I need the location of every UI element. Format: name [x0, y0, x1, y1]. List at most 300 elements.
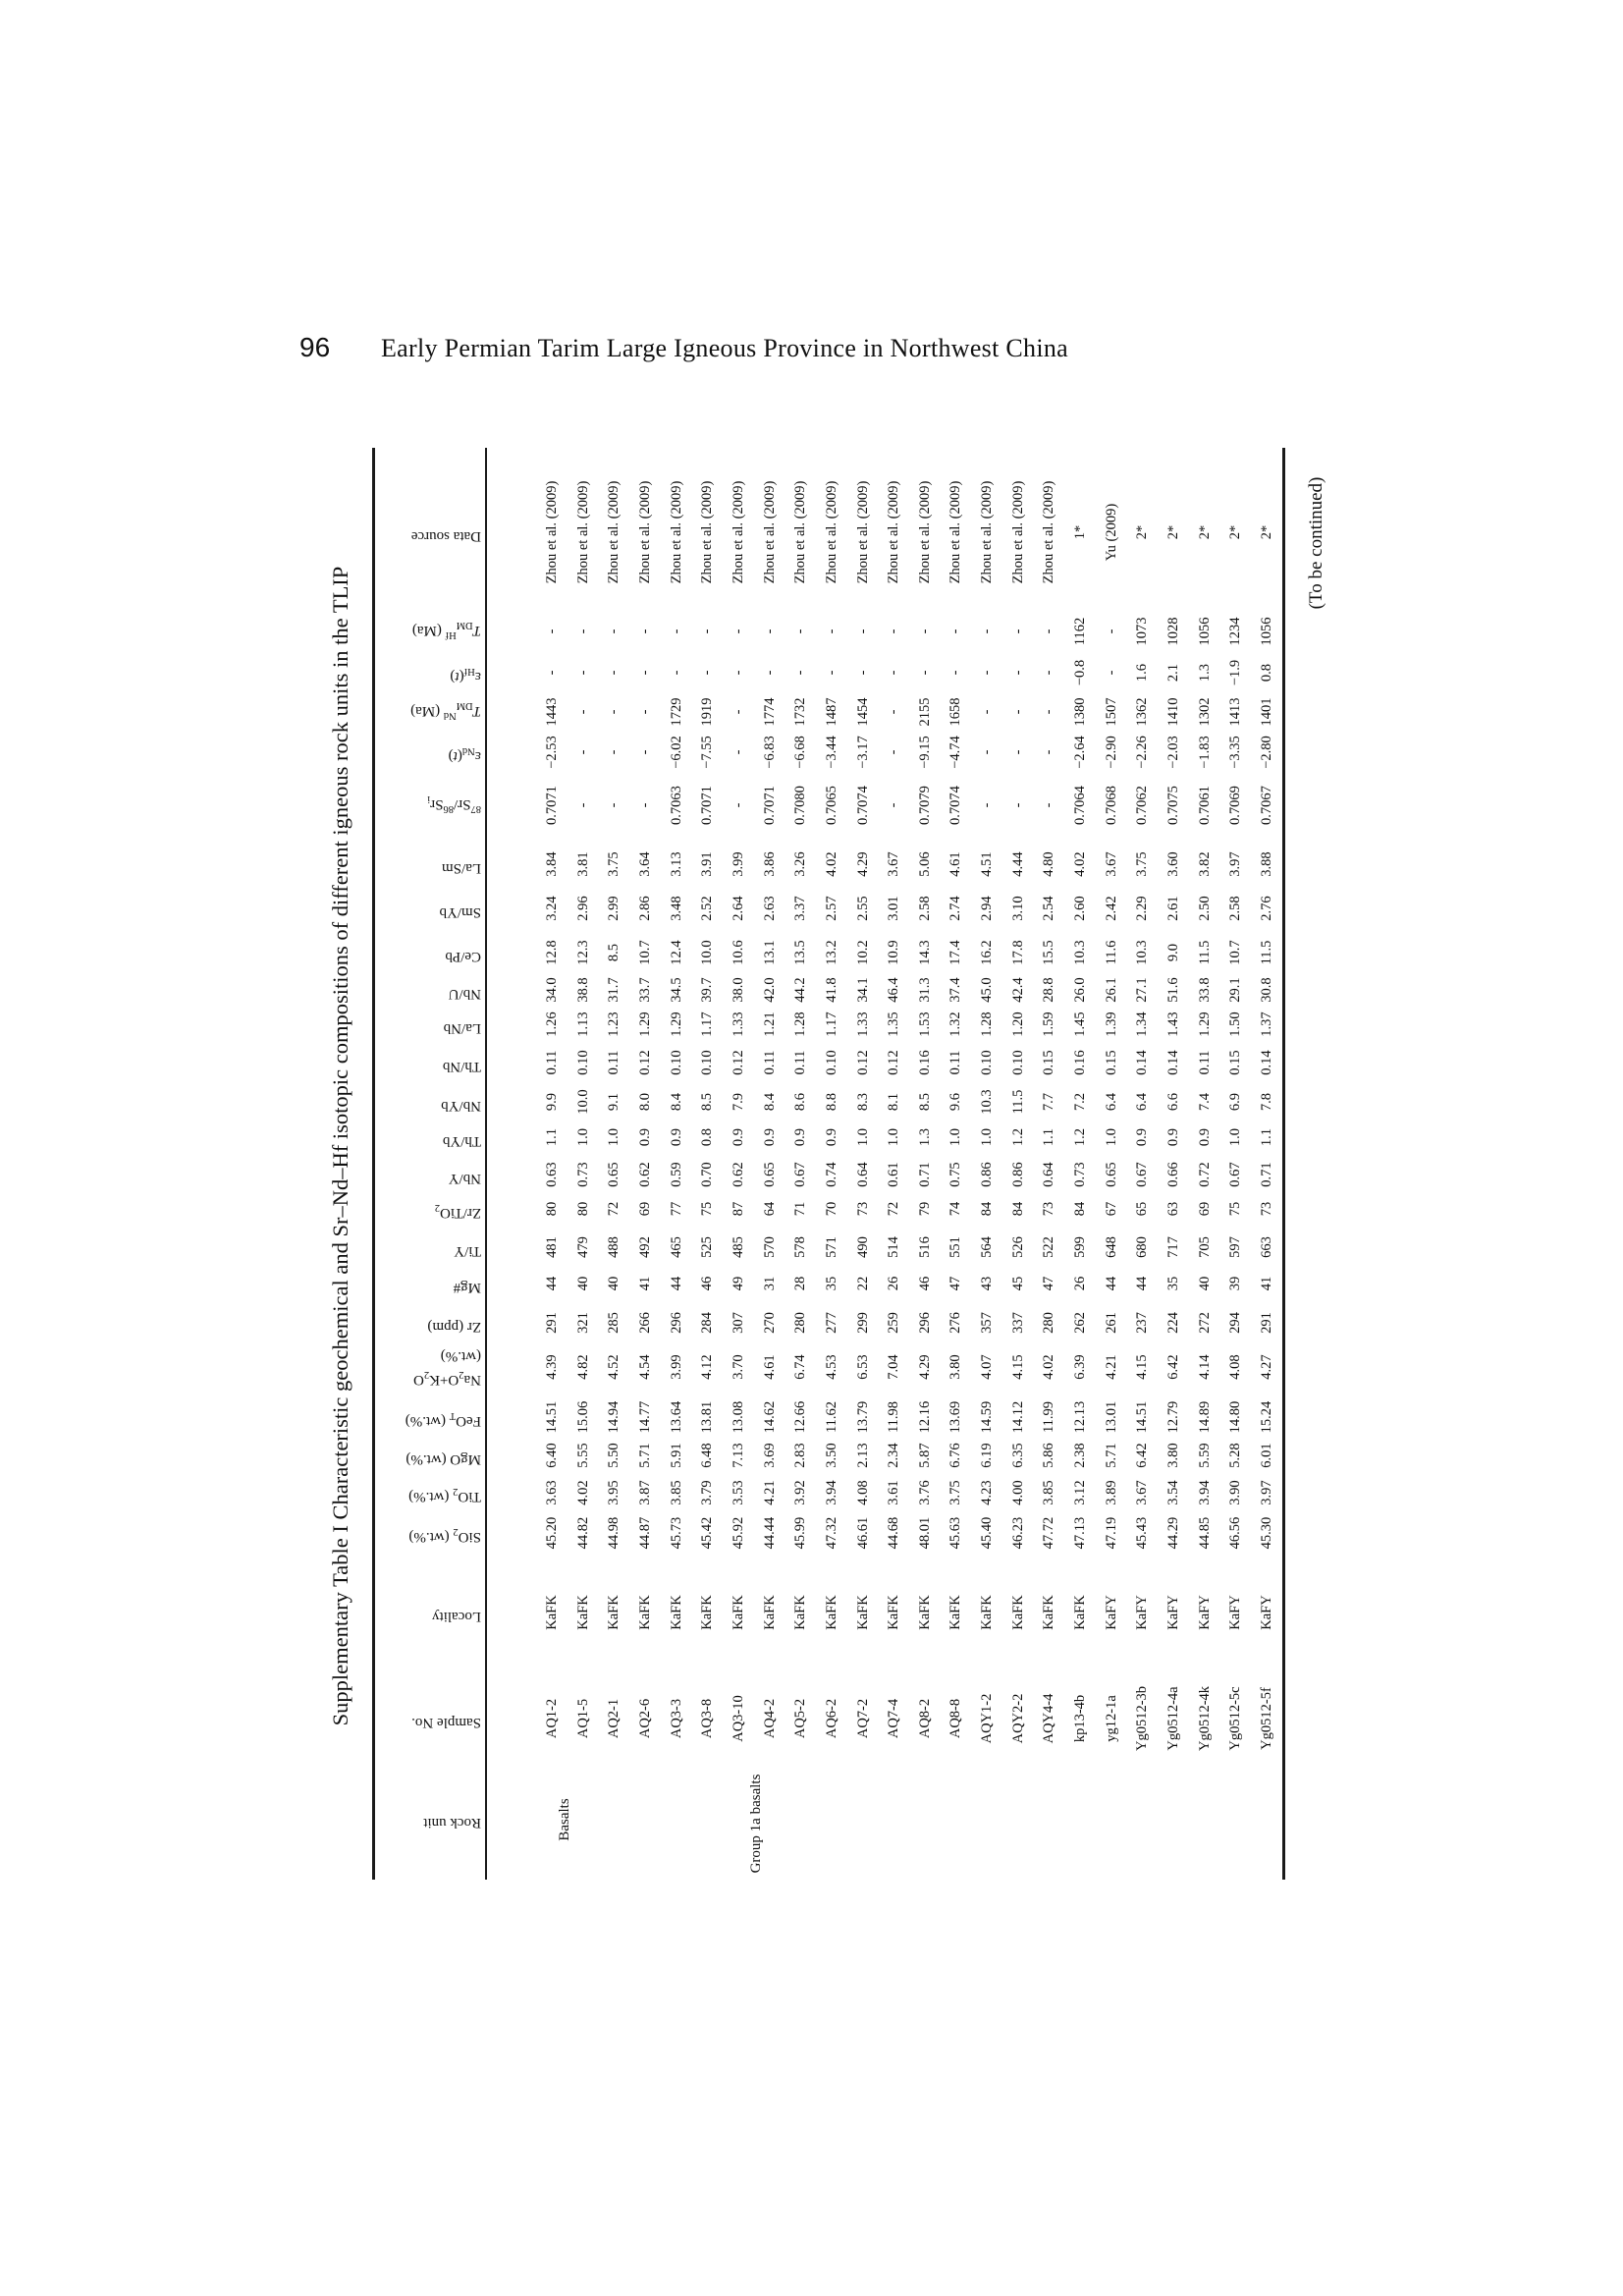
- table-cell-ZrTiO2: 73: [1041, 1201, 1057, 1217]
- table-cell-NaK: 3.99: [668, 1354, 684, 1380]
- table-cell-CePb: 11.5: [1196, 940, 1213, 965]
- row-label-MgO: MgO (wt.%): [406, 1450, 481, 1467]
- table-cell-THf: -: [574, 629, 591, 634]
- table-cell-LaSm: 4.80: [1041, 851, 1057, 877]
- sample-no: AQ5-2: [792, 1698, 809, 1739]
- table-cell-FeOT: 13.79: [854, 1400, 871, 1434]
- table-cell-ZrTiO2: 74: [947, 1201, 964, 1217]
- table-cell-Zr: 337: [1009, 1312, 1026, 1334]
- sample-no: yg12-1a: [1103, 1695, 1119, 1742]
- row-label-LaSm: La/Sm: [442, 859, 481, 876]
- table-cell-source: 2*: [1134, 524, 1151, 540]
- table-cell-MgO: 5.91: [668, 1443, 684, 1468]
- table-cell-Mg: 46: [916, 1276, 933, 1291]
- table-cell-MgO: 6.42: [1134, 1443, 1151, 1468]
- table-cell-MgO: 3.50: [823, 1443, 839, 1468]
- table-cell-FeOT: 12.16: [916, 1400, 933, 1434]
- table-cell-MgO: 7.13: [730, 1443, 746, 1468]
- table-cell-CePb: 16.2: [979, 940, 996, 965]
- table-cell-NbU: 31.3: [916, 977, 933, 1003]
- table-cell-SiO2: 47.72: [1041, 1516, 1057, 1550]
- table-cell-NaK: 4.54: [636, 1354, 653, 1380]
- table-cell-source: 2*: [1196, 524, 1213, 540]
- table-cell-ThNb: 0.10: [668, 1050, 684, 1075]
- rock-unit-group-label: Basalts: [557, 1798, 572, 1841]
- table-cell-ZrTiO2: 84: [1072, 1201, 1089, 1217]
- table-cell-NaK: 7.04: [886, 1354, 902, 1380]
- table-cell-ThYb: 1.2: [1009, 1127, 1026, 1147]
- table-cell-LaSm: 3.97: [1227, 851, 1244, 877]
- table-cell-source: Zhou et al. (2009): [544, 480, 560, 584]
- row-label-Mg: Mg#: [453, 1279, 481, 1295]
- table-cell-NbYb: 8.8: [823, 1092, 839, 1112]
- table-cell-ThNb: 0.11: [761, 1050, 778, 1075]
- table-cell-LaSm: 3.67: [886, 851, 902, 877]
- table-cell-source: Zhou et al. (2009): [823, 480, 839, 584]
- table-cell-NbYb: 6.6: [1165, 1092, 1181, 1112]
- table-cell-eNd: −2.90: [1103, 736, 1119, 769]
- table-cell-SmYb: 3.48: [668, 896, 684, 921]
- table-cell-NbY: 0.63: [544, 1162, 560, 1187]
- table-cell-ThYb: 1.0: [1103, 1127, 1119, 1147]
- table-cell-FeOT: 14.51: [544, 1400, 560, 1434]
- table-cell-eHf: -: [823, 670, 839, 676]
- table-cell-ThNb: 0.15: [1103, 1050, 1119, 1075]
- table-cell-Mg: 22: [854, 1276, 871, 1291]
- table-cell-eNd: -: [574, 749, 591, 755]
- table-cell-NbYb: 8.4: [761, 1092, 778, 1112]
- table-cell-Sr: -: [1041, 802, 1057, 808]
- table-cell-SmYb: 3.24: [544, 896, 560, 921]
- sample-no: AQ3-10: [730, 1695, 746, 1742]
- table-cell-eHf: 1.6: [1134, 663, 1151, 683]
- table-cell-locality: KaFK: [544, 1595, 560, 1630]
- table-cell-THf: -: [854, 629, 871, 634]
- table-cell-ThNb: 0.10: [699, 1050, 716, 1075]
- table-cell-eHf: -: [916, 670, 933, 676]
- table-cell-TiY: 597: [1227, 1236, 1244, 1258]
- table-cell-FeOT: 14.59: [979, 1400, 996, 1434]
- table-cell-SmYb: 2.86: [636, 896, 653, 921]
- table-cell-CePb: 10.2: [854, 940, 871, 965]
- table-cell-source: Zhou et al. (2009): [947, 480, 964, 584]
- table-cell-locality: KaFY: [1134, 1595, 1151, 1630]
- table-cell-LaNb: 1.45: [1072, 1011, 1089, 1037]
- table-cell-LaSm: 3.60: [1165, 851, 1181, 877]
- table-cell-ZrTiO2: 73: [854, 1201, 871, 1217]
- table-cell-TiY: 680: [1134, 1236, 1151, 1258]
- table-cell-FeOT: 15.24: [1258, 1400, 1274, 1434]
- table-cell-TiY: 492: [636, 1236, 653, 1258]
- sample-no: AQY2-2: [1009, 1693, 1026, 1744]
- table-cell-LaSm: 4.44: [1009, 851, 1026, 877]
- table-cell-THf: -: [606, 629, 622, 634]
- table-cell-SiO2: 45.73: [668, 1516, 684, 1550]
- table-cell-MgO: 2.38: [1072, 1443, 1089, 1468]
- table-cell-FeOT: 13.64: [668, 1400, 684, 1434]
- table-cell-TiO2: 3.12: [1072, 1480, 1089, 1505]
- table-cell-LaNb: 1.35: [886, 1011, 902, 1037]
- table-cell-NbU: 38.8: [574, 977, 591, 1003]
- table-cell-NbYb: 9.9: [544, 1092, 560, 1112]
- sample-no: AQ1-5: [574, 1698, 591, 1739]
- table-cell-ThYb: 1.0: [854, 1127, 871, 1147]
- table-cell-SmYb: 3.37: [792, 896, 809, 921]
- table-cell-Mg: 39: [1227, 1276, 1244, 1291]
- table-cell-locality: KaFK: [668, 1595, 684, 1630]
- table-cell-locality: KaFK: [947, 1595, 964, 1630]
- table-cell-ThYb: 1.1: [544, 1127, 560, 1147]
- table-cell-TiO2: 3.90: [1227, 1480, 1244, 1505]
- table-cell-Sr: -: [606, 802, 622, 808]
- table-cell-LaNb: 1.53: [916, 1011, 933, 1037]
- table-cell-NbYb: 7.2: [1072, 1092, 1089, 1112]
- table-cell-eNd: -: [636, 749, 653, 755]
- table-cell-NaK: 4.02: [1041, 1354, 1057, 1380]
- table-cell-THf: -: [1103, 629, 1119, 634]
- table-cell-NbY: 0.62: [730, 1162, 746, 1187]
- table-cell-ZrTiO2: 70: [823, 1201, 839, 1217]
- table-cell-LaNb: 1.32: [947, 1011, 964, 1037]
- table-cell-SiO2: 45.40: [979, 1516, 996, 1550]
- table-cell-NbU: 33.8: [1196, 977, 1213, 1003]
- table-cell-NbY: 0.67: [792, 1162, 809, 1187]
- table-cell-eHf: -: [1103, 670, 1119, 676]
- table-cell-LaSm: 3.81: [574, 851, 591, 877]
- table-cell-TNd: 1410: [1165, 697, 1181, 727]
- table-cell-TiO2: 3.85: [1041, 1480, 1057, 1505]
- table-cell-SmYb: 2.99: [606, 896, 622, 921]
- table-cell-locality: KaFY: [1227, 1595, 1244, 1630]
- table-cell-locality: KaFK: [606, 1595, 622, 1630]
- table-cell-ThNb: 0.11: [792, 1050, 809, 1075]
- table-cell-NaK: 4.52: [606, 1354, 622, 1380]
- to-be-continued-note: (To be continued): [1306, 476, 1326, 610]
- table-cell-SiO2: 48.01: [916, 1516, 933, 1550]
- table-cell-NbU: 33.7: [636, 977, 653, 1003]
- table-cell-eNd: −2.64: [1072, 736, 1089, 769]
- table-cell-eNd: −7.55: [699, 736, 716, 769]
- table-cell-NaK: 4.53: [823, 1354, 839, 1380]
- table-cell-TiO2: 3.92: [792, 1480, 809, 1505]
- table-cell-eNd: −2.80: [1258, 736, 1274, 769]
- table-cell-ZrTiO2: 69: [1196, 1201, 1213, 1217]
- table-cell-Zr: 291: [1258, 1312, 1274, 1334]
- table-cell-NbYb: 10.0: [574, 1089, 591, 1115]
- table-cell-SmYb: 2.64: [730, 896, 746, 921]
- table-cell-THf: -: [823, 629, 839, 634]
- table-cell-source: Zhou et al. (2009): [854, 480, 871, 584]
- table-cell-SiO2: 45.20: [544, 1516, 560, 1550]
- table-cell-ThYb: 1.1: [1041, 1127, 1057, 1147]
- table-cell-TiO2: 3.94: [1196, 1480, 1213, 1505]
- table-cell-Sr: -: [979, 802, 996, 808]
- table-cell-THf: -: [1041, 629, 1057, 634]
- table-cell-NbYb: 6.4: [1103, 1092, 1119, 1112]
- table-cell-THf: -: [636, 629, 653, 634]
- table-cell-LaNb: 1.33: [854, 1011, 871, 1037]
- table-cell-Mg: 45: [1009, 1276, 1026, 1291]
- table-cell-ThNb: 0.12: [730, 1050, 746, 1075]
- table-cell-source: Zhou et al. (2009): [574, 480, 591, 584]
- table-cell-eNd: -: [1041, 749, 1057, 755]
- row-label-ThNb: Th/Nb: [442, 1058, 481, 1074]
- table-cell-eHf: -: [947, 670, 964, 676]
- table-cell-NbU: 26.0: [1072, 977, 1089, 1003]
- row-label-SiO2: SiO$_2$ (wt.%): [408, 1525, 481, 1545]
- table-cell-locality: KaFK: [823, 1595, 839, 1630]
- table-cell-ThNb: 0.12: [854, 1050, 871, 1075]
- table-cell-ZrTiO2: 75: [1227, 1201, 1244, 1217]
- table-cell-locality: KaFK: [854, 1595, 871, 1630]
- table-cell-SiO2: 45.43: [1134, 1516, 1151, 1550]
- table-cell-CePb: 17.4: [947, 940, 964, 965]
- table-cell-Mg: 44: [668, 1276, 684, 1291]
- table-cell-SiO2: 45.99: [792, 1516, 809, 1550]
- table-cell-TNd: 1732: [792, 697, 809, 727]
- table-cell-eNd: -: [1009, 749, 1026, 755]
- table-cell-THf: -: [544, 629, 560, 634]
- row-label-rock: Rock unit: [423, 1814, 481, 1831]
- table-cell-MgO: 5.87: [916, 1443, 933, 1468]
- table-cell-locality: KaFK: [1072, 1595, 1089, 1630]
- table-cell-NbYb: 8.5: [916, 1092, 933, 1112]
- table-cell-LaSm: 4.29: [854, 851, 871, 877]
- table-cell-CePb: 12.3: [574, 940, 591, 965]
- table-cell-CePb: 13.2: [823, 940, 839, 965]
- table-cell-CePb: 9.0: [1165, 943, 1181, 962]
- row-label-CePb: Ce/Pb: [445, 948, 481, 964]
- table-cell-TiO2: 3.61: [886, 1480, 902, 1505]
- table-cell-TNd: 1658: [947, 697, 964, 727]
- table-cell-NbY: 0.64: [854, 1162, 871, 1187]
- table-cell-ThNb: 0.10: [574, 1050, 591, 1075]
- table-cell-TiY: 578: [792, 1236, 809, 1258]
- table-cell-Zr: 280: [792, 1312, 809, 1334]
- table-cell-NbU: 28.8: [1041, 977, 1057, 1003]
- table-cell-Zr: 307: [730, 1312, 746, 1334]
- table-cell-Sr: -: [574, 802, 591, 808]
- table-cell-LaNb: 1.29: [668, 1011, 684, 1037]
- table-cell-TiY: 516: [916, 1236, 933, 1258]
- table-cell-Zr: 321: [574, 1312, 591, 1334]
- table-cell-THf: -: [792, 629, 809, 634]
- table-cell-ZrTiO2: 69: [636, 1201, 653, 1217]
- table-cell-ThYb: 0.9: [636, 1127, 653, 1147]
- table-cell-Mg: 31: [761, 1276, 778, 1291]
- table-cell-THf: -: [916, 629, 933, 634]
- table-cell-NbY: 0.65: [1103, 1162, 1119, 1187]
- table-cell-NbY: 0.71: [1258, 1162, 1274, 1187]
- table-cell-TNd: -: [886, 709, 902, 715]
- table-cell-THf: 1028: [1165, 617, 1181, 646]
- table-cell-MgO: 6.76: [947, 1443, 964, 1468]
- table-cell-locality: KaFY: [1103, 1595, 1119, 1630]
- table-cell-THf: 1234: [1227, 617, 1244, 646]
- table-cell-SmYb: 2.76: [1258, 896, 1274, 921]
- table-cell-NbYb: 8.3: [854, 1092, 871, 1112]
- table-cell-THf: -: [730, 629, 746, 634]
- table-cell-MgO: 2.34: [886, 1443, 902, 1468]
- table-cell-THf: -: [947, 629, 964, 634]
- table-cell-eHf: −0.8: [1072, 659, 1089, 686]
- table-cell-Mg: 47: [1041, 1276, 1057, 1291]
- table-cell-TiY: 570: [761, 1236, 778, 1258]
- table-cell-eHf: -: [979, 670, 996, 676]
- table-cell-Mg: 26: [1072, 1276, 1089, 1291]
- table-cell-ZrTiO2: 77: [668, 1201, 684, 1217]
- table-cell-eNd: −4.74: [947, 736, 964, 769]
- table-cell-NbY: 0.62: [636, 1162, 653, 1187]
- table-cell-NaK: 4.14: [1196, 1354, 1213, 1380]
- table-cell-TNd: -: [606, 709, 622, 715]
- table-cell-NbY: 0.67: [1227, 1162, 1244, 1187]
- table-cell-eNd: −6.02: [668, 736, 684, 769]
- table-cell-FeOT: 11.99: [1041, 1400, 1057, 1434]
- table-cell-TNd: 1774: [761, 697, 778, 727]
- table-cell-LaSm: 3.26: [792, 851, 809, 877]
- table-cell-MgO: 5.55: [574, 1443, 591, 1468]
- table-cell-FeOT: 14.80: [1227, 1400, 1244, 1434]
- table-cell-ThNb: 0.15: [1227, 1050, 1244, 1075]
- table-cell-Zr: 276: [947, 1312, 964, 1334]
- table-cell-locality: KaFK: [636, 1595, 653, 1630]
- table-cell-Zr: 261: [1103, 1312, 1119, 1334]
- table-cell-FeOT: 13.01: [1103, 1400, 1119, 1434]
- table-cell-eHf: 0.8: [1258, 663, 1274, 683]
- table-cell-TiY: 479: [574, 1236, 591, 1258]
- table-cell-LaSm: 3.67: [1103, 851, 1119, 877]
- table-cell-ZrTiO2: 72: [606, 1201, 622, 1217]
- table-cell-SmYb: 2.63: [761, 896, 778, 921]
- table-cell-SiO2: 45.30: [1258, 1516, 1274, 1550]
- table-cell-locality: KaFK: [574, 1595, 591, 1630]
- table-cell-eHf: −1.9: [1227, 659, 1244, 686]
- table-cell-NaK: 3.70: [730, 1354, 746, 1380]
- table-cell-TiO2: 3.85: [668, 1480, 684, 1505]
- table-cell-source: 1*: [1072, 524, 1089, 540]
- table-cell-ThYb: 0.9: [792, 1127, 809, 1147]
- table-cell-SmYb: 2.57: [823, 896, 839, 921]
- table-cell-NbY: 0.66: [1165, 1162, 1181, 1187]
- table-cell-CePb: 13.1: [761, 940, 778, 965]
- table-cell-source: Zhou et al. (2009): [636, 480, 653, 584]
- table-cell-THf: -: [668, 629, 684, 634]
- table-cell-ThYb: 1.0: [574, 1127, 591, 1147]
- table-cell-MgO: 5.71: [636, 1443, 653, 1468]
- table-cell-SmYb: 3.10: [1009, 896, 1026, 921]
- table-cell-TNd: 1443: [544, 697, 560, 727]
- table-cell-ThNb: 0.16: [1072, 1050, 1089, 1075]
- table-cell-TiY: 525: [699, 1236, 716, 1258]
- table-cell-TiO2: 4.00: [1009, 1480, 1026, 1505]
- table-cell-NaK: 4.15: [1009, 1354, 1026, 1380]
- table-cell-TiY: 564: [979, 1236, 996, 1258]
- table-cell-Zr: 284: [699, 1312, 716, 1334]
- table-cell-source: 2*: [1227, 524, 1244, 540]
- table-cell-NbU: 34.0: [544, 977, 560, 1003]
- row-label-Zr: Zr (ppm): [427, 1318, 481, 1335]
- table-cell-NbY: 0.64: [1041, 1162, 1057, 1187]
- table-cell-SiO2: 44.87: [636, 1516, 653, 1550]
- table-cell-eNd: -: [730, 749, 746, 755]
- table-cell-TiY: 522: [1041, 1236, 1057, 1258]
- header-separator-rule: [485, 448, 487, 1880]
- table-cell-eHf: 2.1: [1165, 663, 1181, 683]
- sample-no: AQY4-4: [1041, 1693, 1057, 1744]
- table-cell-FeOT: 11.62: [823, 1400, 839, 1434]
- table-cell-ThNb: 0.11: [544, 1050, 560, 1075]
- table-cell-TiY: 663: [1258, 1236, 1274, 1258]
- sample-no: Yg0512-5f: [1258, 1687, 1274, 1750]
- table-cell-LaSm: 3.88: [1258, 851, 1274, 877]
- table-cell-NbU: 38.0: [730, 977, 746, 1003]
- table-cell-Mg: 44: [1103, 1276, 1119, 1291]
- table-cell-LaSm: 3.84: [544, 851, 560, 877]
- row-label-TiO2: TiO$_2$ (wt.%): [408, 1485, 481, 1504]
- table-cell-TiO2: 3.79: [699, 1480, 716, 1505]
- table-cell-TiO2: 3.54: [1165, 1480, 1181, 1505]
- table-cell-NbYb: 8.4: [668, 1092, 684, 1112]
- table-cell-TiO2: 3.94: [823, 1480, 839, 1505]
- table-cell-Sr: 0.7064: [1072, 786, 1089, 825]
- table-cell-eHf: -: [792, 670, 809, 676]
- table-cell-eHf: -: [699, 670, 716, 676]
- table-cell-Sr: 0.7067: [1258, 786, 1274, 825]
- table-cell-eNd: -: [979, 749, 996, 755]
- table-cell-NbU: 51.6: [1165, 977, 1181, 1003]
- table-cell-LaSm: 4.51: [979, 851, 996, 877]
- table-cell-CePb: 11.5: [1258, 940, 1274, 965]
- table-cell-TiY: 488: [606, 1236, 622, 1258]
- table-cell-NaK: 4.61: [761, 1354, 778, 1380]
- table-cell-ThYb: 0.9: [1165, 1127, 1181, 1147]
- table-cell-NbU: 45.0: [979, 977, 996, 1003]
- table-cell-source: Zhou et al. (2009): [916, 480, 933, 584]
- table-cell-TNd: 1401: [1258, 697, 1274, 727]
- table-cell-source: Zhou et al. (2009): [792, 480, 809, 584]
- table-cell-NbYb: 7.9: [730, 1092, 746, 1112]
- table-cell-NaK: 4.12: [699, 1354, 716, 1380]
- table-cell-CePb: 11.6: [1103, 940, 1119, 965]
- table-cell-NbY: 0.86: [979, 1162, 996, 1187]
- table-cell-Sr: -: [730, 802, 746, 808]
- table-cell-Zr: 224: [1165, 1312, 1181, 1334]
- table-cell-NbU: 37.4: [947, 977, 964, 1003]
- table-cell-LaSm: 3.13: [668, 851, 684, 877]
- table-cell-ThNb: 0.14: [1258, 1050, 1274, 1075]
- table-cell-eNd: −1.83: [1196, 736, 1213, 769]
- table-cell-FeOT: 11.98: [886, 1400, 902, 1434]
- table-cell-Zr: 285: [606, 1312, 622, 1334]
- table-cell-TiO2: 4.02: [574, 1480, 591, 1505]
- table-cell-Sr: 0.7071: [699, 786, 716, 825]
- table-cell-NbYb: 8.6: [792, 1092, 809, 1112]
- table-cell-TiY: 705: [1196, 1236, 1213, 1258]
- table-cell-ThYb: 1.0: [947, 1127, 964, 1147]
- table-cell-THf: 1073: [1134, 617, 1151, 646]
- table-cell-source: Zhou et al. (2009): [761, 480, 778, 584]
- table-cell-eNd: −6.83: [761, 736, 778, 769]
- table-cell-Sr: 0.7068: [1103, 786, 1119, 825]
- table-cell-eHf: -: [574, 670, 591, 676]
- table-cell-Mg: 40: [574, 1276, 591, 1291]
- table-cell-ThNb: 0.14: [1165, 1050, 1181, 1075]
- table-cell-TNd: -: [730, 709, 746, 715]
- table-cell-Zr: 299: [854, 1312, 871, 1334]
- table-cell-Mg: 41: [636, 1276, 653, 1291]
- table-cell-NaK: 6.42: [1165, 1354, 1181, 1380]
